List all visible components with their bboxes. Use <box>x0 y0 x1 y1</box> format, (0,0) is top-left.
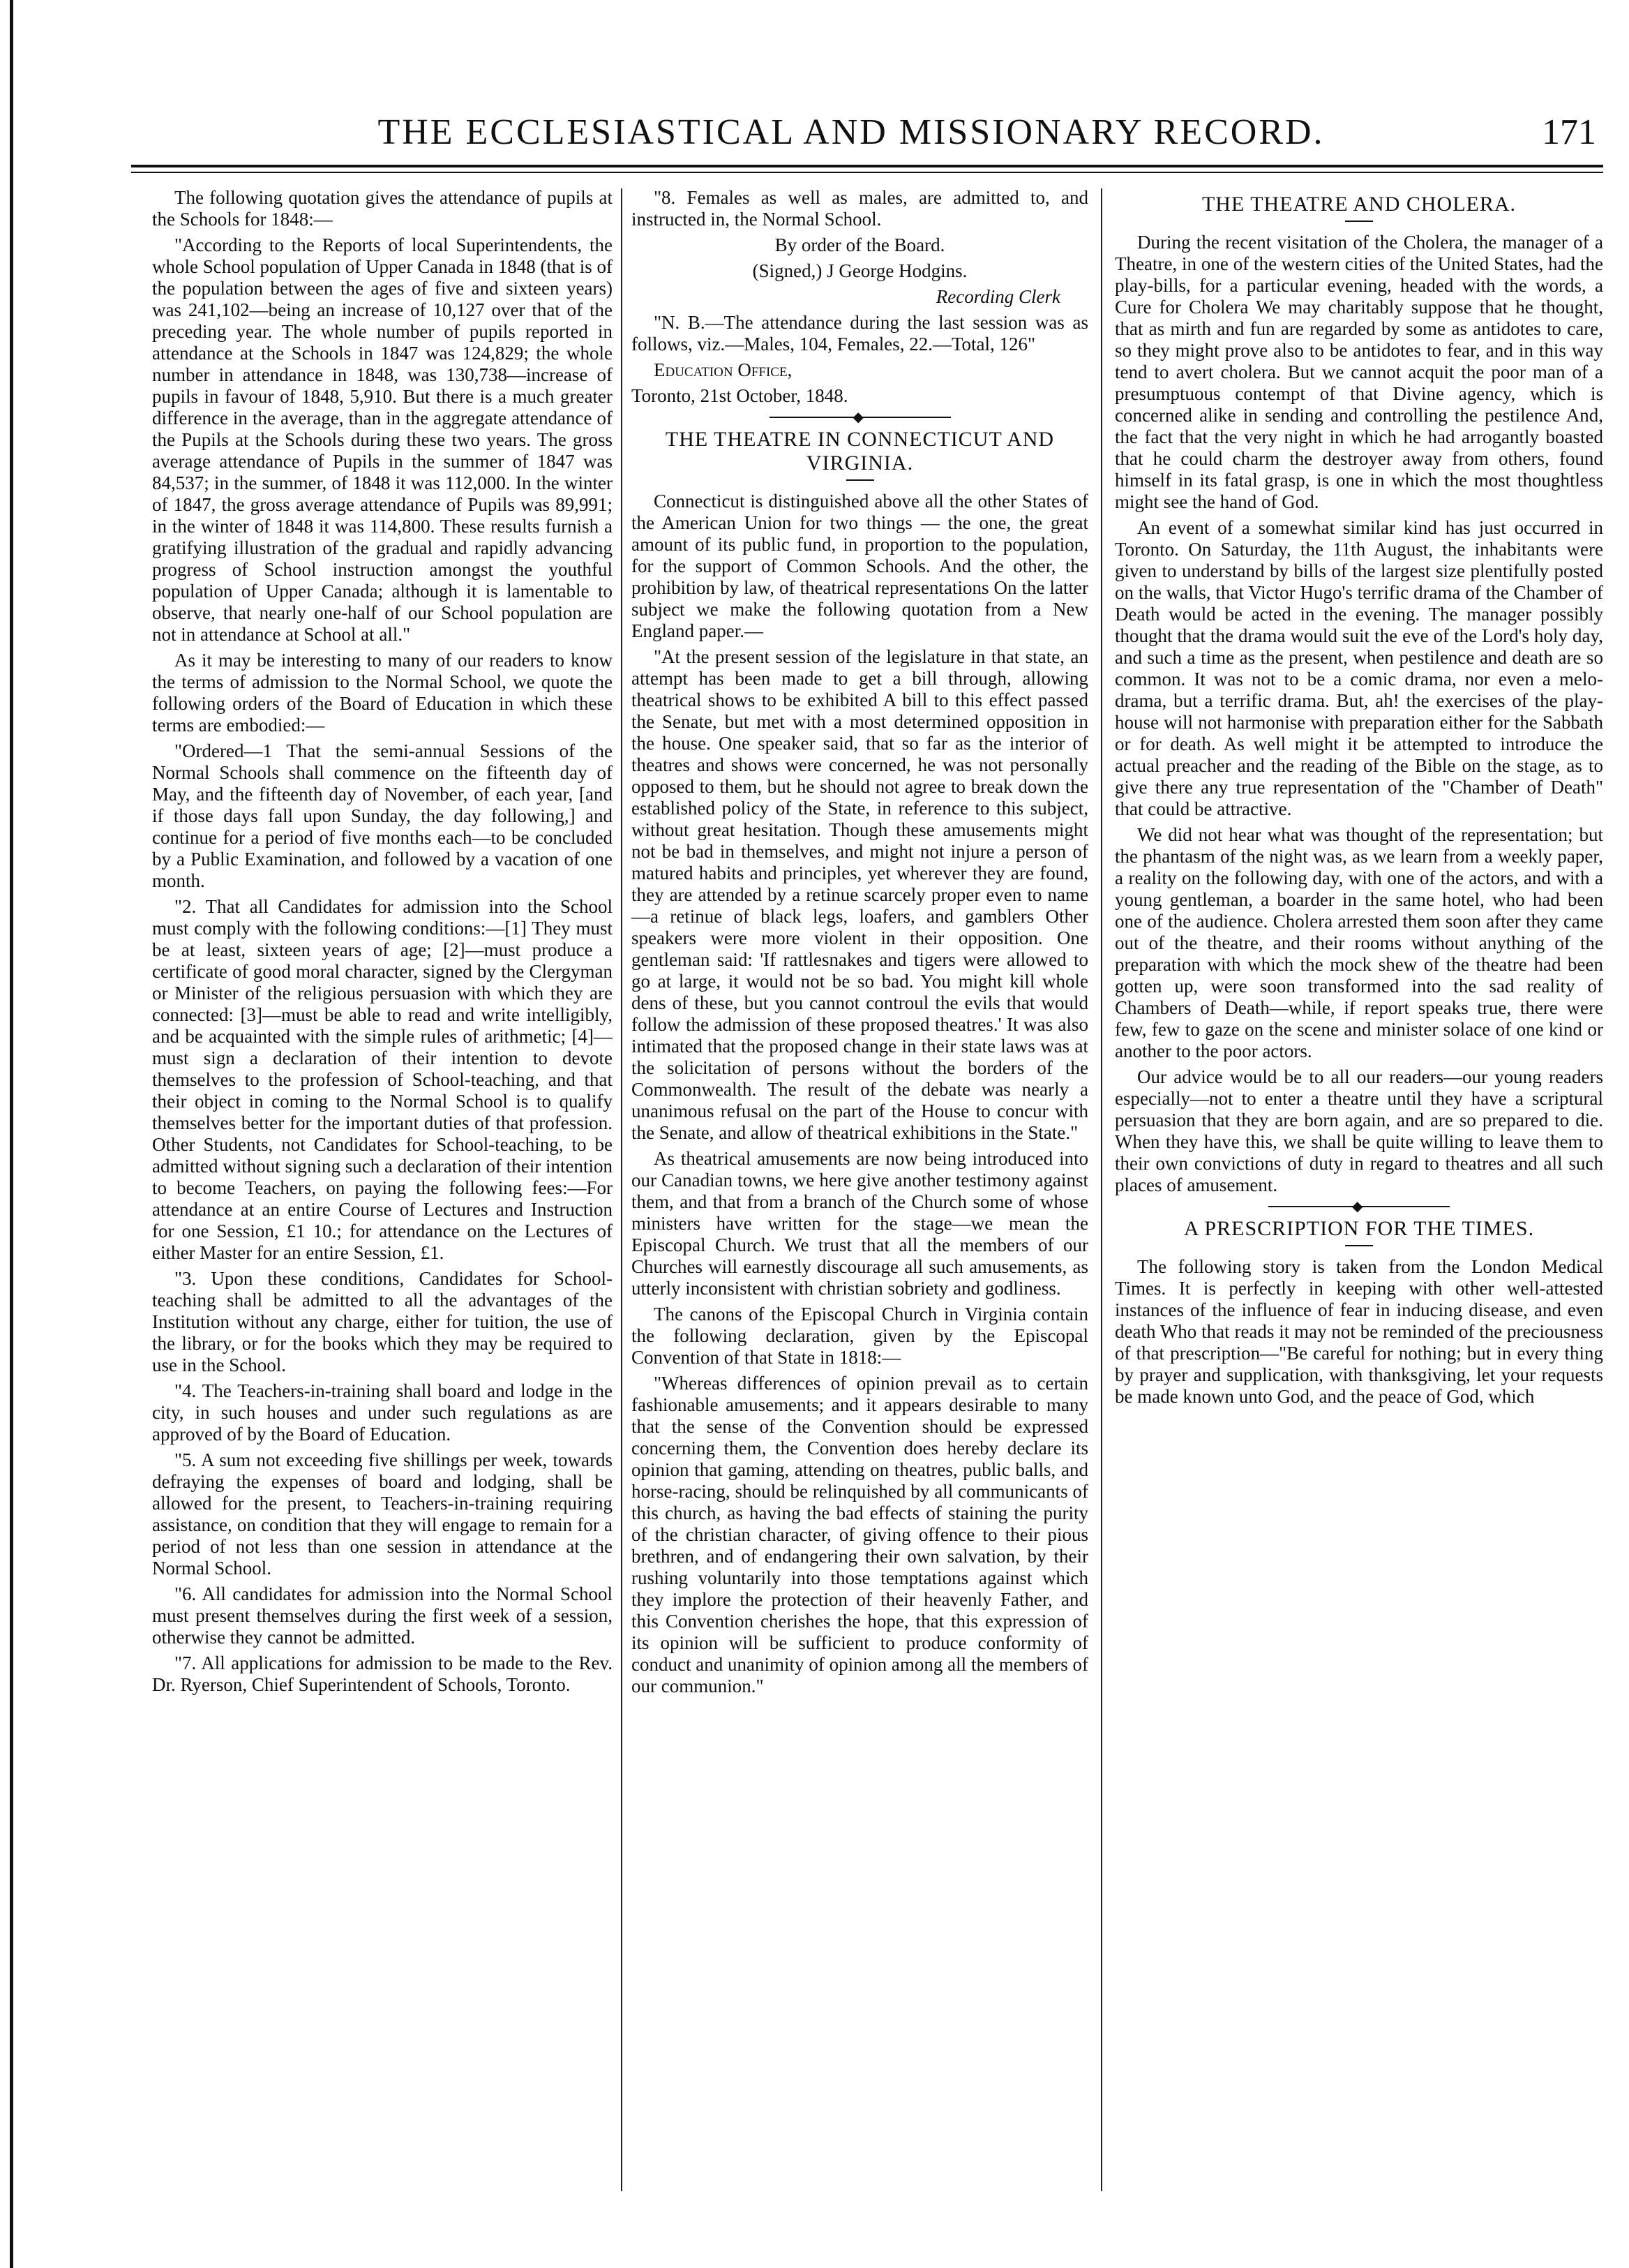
note-paragraph: "N. B.—The attendance during the last session was as follows, viz.—Males, 104, Females, 22.—Total, 126" <box>631 312 1088 355</box>
paragraph: As it may be interesting to many of our readers to know the terms of admission to the Normal School, we quote the following orders of the Board of Education in which these terms are embodied:— <box>152 650 613 736</box>
section-heading: A PRESCRIPTION FOR THE TIMES. <box>1183 1217 1535 1240</box>
order-paragraph: "2. That all Candidates for admission into the School must comply with the following conditions:—[1] They must be at least, sixteen years of age; [2]—must produce a certificate of good moral character, signed by the Clergyman or Minister of the religious persuasion with which they are connected: [3]—must be able to read and write intelligibly, and be acquainted with the simple rules of arithmetic; [4]—must sign a declaration of their intention to devote themselves to the profession of School-teaching, and that their object in coming to the Normal School is to qualify themselves better for the important duties of that profession. Other Students, not Candidates for School-teaching, to be admitted without signing such a declaration of their intention to become Teachers, on paying the following fees:—For attendance at an entire Course of Lectures and Instruction for one Session, £1 10.; for attendance on the Lectures of either Master for an entire Session, £1. <box>152 896 613 1263</box>
paragraph: The canons of the Episcopal Church in Virginia contain the following declaration, given by the Episcopal Convention of that State in 1818:— <box>631 1304 1088 1368</box>
order-paragraph: "4. The Teachers-in-training shall board and lodge in the city, in such houses and under such regulations as are approved of by the Board of Education. <box>152 1380 613 1445</box>
paragraph: The following story is taken from the London Medical Times. It is perfectly in keeping with other well-attested instances of the influence of fear in inducing disease, and even death Who that reads it may not be reminded of the preciousness of that prescription—"Be careful for nothing; but in every thing by prayer and supplication, with thanksgiving, let your requests be made known unto God, and the peace of God, which <box>1115 1256 1603 1407</box>
order-line: By order of the Board. <box>774 234 945 255</box>
heading-rule <box>1345 1245 1373 1246</box>
header-rule-thin <box>131 172 1603 173</box>
signature-line: (Signed,) J George Hodgins. <box>752 260 968 281</box>
office-line: Education Office, <box>654 359 793 380</box>
section-separator <box>770 417 951 418</box>
order-paragraph: "3. Upon these conditions, Candidates for School-teaching shall be admitted to all the advantages of the Institution without any charge, either for tuition, the use of the library, or for the books which they may be required to use in the School. <box>152 1268 613 1375</box>
order-paragraph: "Ordered—1 That the semi-annual Sessions of the Normal Schools shall commence on the fifteenth day of May, and the fifteenth day of November, of each year, [and if those days fall upon Sunday, the day following,] and continue for a period of five months each—to be concluded by a Public Examination, and followed by a vacation of one month. <box>152 740 613 891</box>
column-divider <box>621 188 622 2191</box>
paragraph: During the recent visitation of the Cholera, the manager of a Theatre, in one of the western cities of the United States, had the play-bills, for a particular evening, headed with the words, a Cure for Cholera We may charitably suppose that he thought, that as mirth and fun are regarded by some as antidotes to care, so they might prove also to be antidotes to fear, and in this way tend to avert cholera. But we cannot acquit the poor man of a presumptuous contempt of that Divine agency, which is concerned alike in sending and controlling the pestilence And, the fact that the very night in which he had arrogantly boasted that he could charm the destroyer away from others, found himself in its fatal grasp, is one in which the most thoughtless might see the hand of God. <box>1115 232 1603 512</box>
page-edge-rule <box>10 0 13 2268</box>
page-number: 171 <box>1542 112 1596 152</box>
paragraph: We did not hear what was thought of the representation; but the phantasm of the night was, as we learn from a weekly paper, a reality on the following day, with one of the actors, and with a young gentleman, a boarder in the same hotel, who had been one of the audience. Cholera arrested them soon after they came out of the theatre, and their rooms without anything of the preparation with which the mock shew of the theatre had been gotten up, were soon transformed into the sad reality of Chambers of Death—while, if report speaks true, there were few, few to gaze on the scene and minister solace of one kind or another to the poor actors. <box>1115 824 1603 1061</box>
quotation-paragraph: "At the present session of the legislature in that state, an attempt has been made to get a bill through, allowing theatrical shows to be exhibited A bill to this effect passed the Senate, but met with a most determined opposition in the house. One speaker said, that so far as the interior of theatres and shows were concerned, he was not personally opposed to them, but he should not agree to break down the established policy of the State, in reference to this subject, without great hesitation. Though these amusements might not be bad in themselves, and might not injure a person of matured habits and principles, yet wherever they are found, they are attended by a retinue scarcely proper even to name—a retinue of black legs, loafers, and gamblers Other speakers were more violent in their opposition. One gentleman said: 'If rattlesnakes and tigers were allowed to go at large, it would not be so bad. You might kill whole dens of these, but you cannot controul the evils that would follow the admission of these proposed theatres.' It was also intimated that the proposed change in their state laws was at the solicitation of persons without the borders of the Commonwealth. The result of the debate was nearly a unanimous refusal on the part of the House to concur with the Senate, and allow of theatrical exhibitions in the State." <box>631 646 1088 1143</box>
order-paragraph: "7. All applications for admission to be made to the Rev. Dr. Ryerson, Chief Superintendent of Schools, Toronto. <box>152 1652 613 1695</box>
dateline: Toronto, 21st October, 1848. <box>631 385 848 406</box>
section-separator <box>1268 1206 1450 1207</box>
header-rule <box>131 165 1603 167</box>
column-middle <box>631 187 1088 2197</box>
section-heading: THE THEATRE AND CHOLERA. <box>1201 193 1517 216</box>
order-paragraph: "5. A sum not exceeding five shillings per week, towards defraying the expenses of board and lodging, shall be allowed for the present, to Teachers-in-training requiring assistance, on condition that they will engage to remain for a period of not less than one session in attendance at the Normal School. <box>152 1449 613 1579</box>
order-paragraph: "6. All candidates for admission into the Normal School must present themselves during the first week of a session, otherwise they cannot be admitted. <box>152 1583 613 1648</box>
section-heading: THE THEATRE IN CONNECTICUT AND VIRGINIA. <box>665 428 1055 475</box>
heading-rule <box>846 479 874 481</box>
order-paragraph: "8. Females as well as males, are admitted to, and instructed in, the Normal School. <box>631 187 1088 230</box>
paragraph: An event of a somewhat similar kind has just occurred in Toronto. On Saturday, the 11th August, the inhabitants were given to understand by bills of the largest size plentifully posted on the walls, that Victor Hugo's terrific drama of the Chamber of Death would be acted in the evening. The manager possibly thought that the drama would suit the eve of the Lord's holy day, and such a time as the present, when pestilence and death are so common. It was not to be a comic drama, nor even a melo-drama, but a terrific drama. But, ah! the exercises of the play-house will not harmonise with preparation either for the Sabbath or for death. As well might it be attempted to introduce the actual preacher and the reading of the Bible on the stage, as to give there any true representation of the "Chamber of Death" that could be attractive. <box>1115 517 1603 819</box>
paragraph: As theatrical amusements are now being introduced into our Canadian towns, we here give another testimony against them, and that from a branch of the Church some of whose ministers have written for the stage—we mean the Episcopal Church. We trust that all the members of our Churches will earnestly discourage all such amusements, as utterly inconsistent with christian sobriety and godliness. <box>631 1148 1088 1299</box>
running-head-title: THE ECCLESIASTICAL AND MISSIONARY RECORD. <box>377 112 1325 152</box>
column-divider <box>1101 188 1102 2191</box>
paragraph: Our advice would be to all our readers—our young readers especially—not to enter a theatre until they have a scriptural persuasion that they are born again, and are so prepared to die. When they have this, we shall be quite willing to leave them to their own convictions of duty in regard to theatres and all such places of amusement. <box>1115 1066 1603 1195</box>
heading-rule <box>1345 221 1373 222</box>
paragraph: The following quotation gives the attendance of pupils at the Schools for 1848:— <box>152 187 613 230</box>
quotation-paragraph: "Whereas differences of opinion prevail as to certain fashionable amusements; and it appears desirable to many that the sense of the Convention should be expressed concerning them, the Convention does hereby declare its opinion that gaming, attending on theatres, public balls, and horse-racing, should be relinquished by all communicants of this church, as having the bad effects of staining the purity of the christian character, of giving offence to their pious brethren, and of endangering their own salvation, by their rushing voluntarily into those temptations against which they implore the protection of their heavenly Father, and this Convention cherishes the hope, that this expression of its opinion will be sufficient to produce conformity of conduct and unanimity of opinion among all the members of our communion." <box>631 1373 1088 1696</box>
column-right <box>1115 187 1603 2197</box>
quotation-paragraph: "According to the Reports of local Superintendents, the whole School population of Upper Canada in 1848 (that is of the population between the ages of five and sixteen years) was 241,102—being an increase of 10,127 over that of the preceding year. The whole number of pupils reported in attendance at the Schools in 1847 was 124,829; the whole number in attendance in 1848, was 130,738—increase of pupils in favour of 1848, 5,910. But there is a much greater difference in the average, than in the aggregate attendance of the Pupils at the Schools during these two years. The gross average attendance of Pupils in the summer of 1847 was 84,537; in the summer, of 1848 it was 112,000. In the winter of 1847, the gross average attendance of Pupils was 89,991; in the winter of 1848 it was 114,800. These results furnish a gratifying illustration of the gradual and rapidly advancing progress of School instruction amongst the youthful population of Upper Canada; although it is lamentable to observe, that nearly one-half of our School population are not in attendance at School at all." <box>152 234 613 645</box>
paragraph: Connecticut is distinguished above all the other States of the American Union for two things — the one, the great amount of its public fund, in proportion to the population, for the support of Common Schools. And the other, the prohibition by law, of theatrical representations On the latter subject we make the following quotation from a New England paper.— <box>631 491 1088 641</box>
clerk-title: Recording Clerk <box>936 286 1060 307</box>
column-left <box>152 187 613 2197</box>
